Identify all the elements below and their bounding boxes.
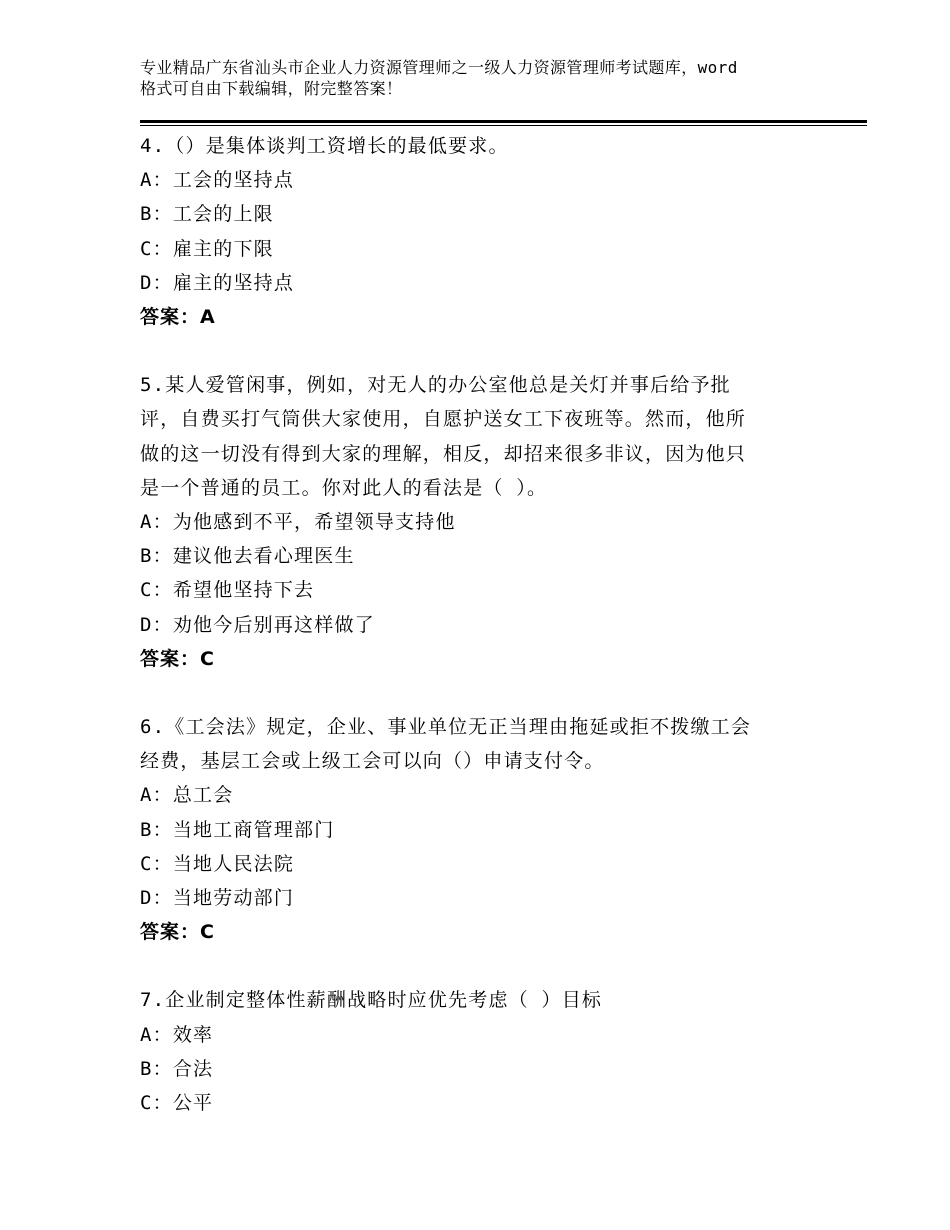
option-b: B：当地工商管理部门 (140, 818, 335, 841)
question-4 (140, 129, 840, 334)
document-header (140, 57, 840, 99)
option-d: D：劝他今后别再这样做了 (140, 613, 375, 636)
question-stem (140, 983, 840, 1017)
option-b: B：合法 (140, 1057, 214, 1080)
question-stem (140, 710, 840, 778)
option-d: D：雇主的坚持点 (140, 271, 295, 294)
option-c: C：当地人民法院 (140, 852, 295, 875)
stem-line: 做的这一切没有得到大家的理解，相反，却招来很多非议，因为他只 (140, 442, 747, 465)
answer-label: 答案：C (140, 647, 215, 670)
question-6 (140, 710, 840, 949)
option-a: A：总工会 (140, 784, 234, 807)
header-line-2: 格式可自由下载编辑，附完整答案！ (140, 79, 403, 98)
stem-line: 6.《工会法》规定，企业、事业单位无正当理由拖延或拒不拨缴工会 (140, 716, 752, 739)
question-7 (140, 983, 840, 1120)
option-a: A：效率 (140, 1023, 214, 1046)
option-c: C：公平 (140, 1092, 214, 1115)
question-stem (140, 129, 840, 163)
question-list (140, 129, 840, 1154)
stem-line: 4.（）是集体谈判工资增长的最低要求。 (140, 135, 509, 157)
stem-line: 经费，基层工会或上级工会可以向（）申请支付令。 (140, 750, 605, 773)
option-a: A：工会的坚持点 (140, 169, 295, 192)
answer-label: 答案：C (140, 921, 215, 944)
stem-line: 评，自费买打气筒供大家使用，自愿护送女工下夜班等。然而，他所 (140, 408, 747, 431)
question-5 (140, 368, 840, 676)
stem-line: 7.企业制定整体性薪酬战略时应优先考虑（ ）目标 (140, 989, 603, 1012)
option-d: D：当地劳动部门 (140, 887, 295, 910)
header-line-1: 专业精品广东省汕头市企业人力资源管理师之一级人力资源管理师考试题库，word (140, 58, 738, 77)
header-rule-thin (140, 125, 867, 126)
option-b: B：建议他去看心理医生 (140, 545, 355, 568)
header-rule-thick (140, 120, 867, 123)
answer-label: 答案：A (140, 306, 216, 329)
question-stem (140, 368, 840, 505)
option-c: C：希望他坚持下去 (140, 579, 315, 602)
option-c: C：雇主的下限 (140, 237, 274, 260)
stem-line: 是一个普通的员工。你对此人的看法是（ ）。 (140, 476, 548, 499)
option-a: A：为他感到不平，希望领导支持他 (140, 511, 456, 534)
option-b: B：工会的上限 (140, 203, 274, 226)
stem-line: 5.某人爱管闲事，例如，对无人的办公室他总是关灯并事后给予批 (140, 374, 731, 397)
